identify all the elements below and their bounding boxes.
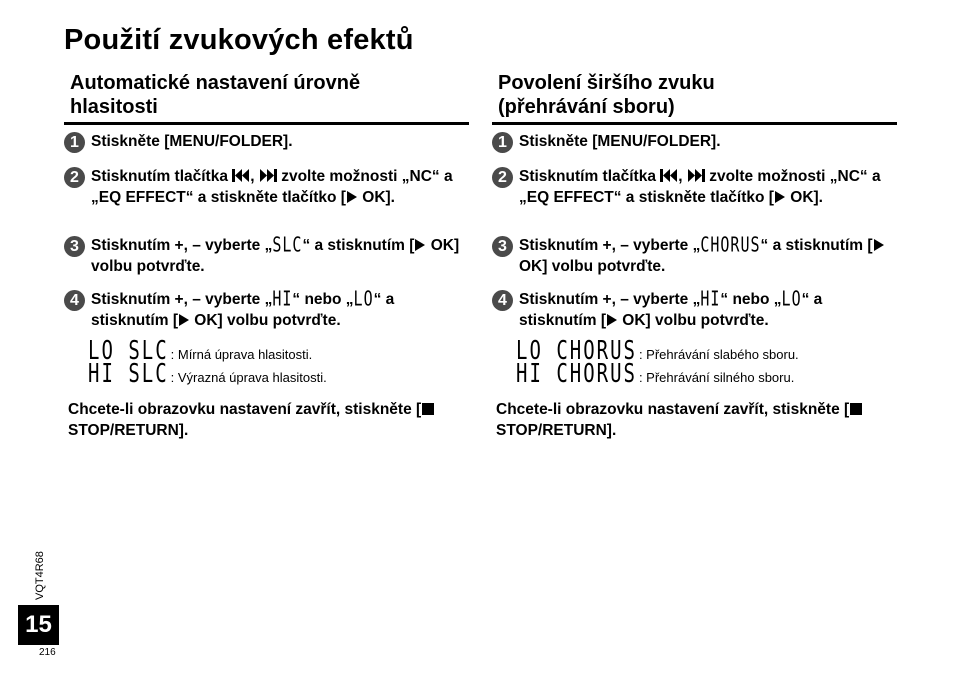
closing-text-part: STOP/RETURN]. <box>496 422 617 439</box>
right-column <box>492 68 897 439</box>
step-number-badge: 1 <box>64 132 85 153</box>
skip-forward-icon <box>259 168 277 183</box>
lcd-display-slc: SLC <box>272 232 303 257</box>
play-triangle-icon <box>774 190 786 204</box>
play-triangle-icon <box>873 238 885 252</box>
step-text-part: “ nebo „ <box>720 291 782 308</box>
right-heading-line2: (přehrávání sboru) <box>498 96 675 118</box>
step-text <box>91 166 469 208</box>
left-heading-line2: hlasitosti <box>70 96 158 118</box>
step-number-badge: 3 <box>492 236 513 257</box>
skip-back-icon <box>660 168 678 183</box>
step-number-badge: 4 <box>492 290 513 311</box>
stop-square-icon <box>849 402 863 416</box>
step-text-part: OK]. <box>357 189 395 206</box>
play-triangle-icon <box>178 313 190 327</box>
step-number-badge: 3 <box>64 236 85 257</box>
legend-description: : Výrazná úprava hlasitosti. <box>170 370 327 385</box>
right-step-4 <box>492 286 897 331</box>
lcd-display-hi: HI <box>700 286 721 311</box>
step-text <box>519 232 897 277</box>
left-step-3 <box>64 232 469 277</box>
left-step-1 <box>64 131 469 152</box>
left-step-2 <box>64 166 469 208</box>
right-step-1 <box>492 131 897 152</box>
step-text-separator: , <box>678 168 687 185</box>
closing-text-part: Chcete-li obrazovku nastavení zavřít, stiskněte [ <box>68 401 422 418</box>
step-text-part: zvolte možnosti „NC“ a „EQ EFFECT“ a stiskněte tlačítko [ <box>519 168 881 206</box>
step-text-part: OK]. <box>785 189 823 206</box>
left-column <box>64 68 469 439</box>
legend-description: : Přehrávání silného sboru. <box>638 370 795 385</box>
step-text-part: OK] volbu potvrďte. <box>189 312 341 329</box>
sub-page-number: 216 <box>39 647 56 658</box>
step-text <box>519 166 897 208</box>
legend-description: : Mírná úprava hlasitosti. <box>170 347 313 362</box>
left-closing-note <box>68 399 468 441</box>
step-text <box>519 286 897 331</box>
step-text-part: Stisknutím +, – vyberte „ <box>91 291 273 308</box>
step-text-part: Stisknutím +, – vyberte „ <box>519 291 701 308</box>
step-number-badge: 2 <box>64 167 85 188</box>
left-heading-line1: Automatické nastavení úrovně <box>70 72 361 94</box>
step-text-part: OK] volbu potvrďte. <box>91 237 460 275</box>
right-heading-line1: Povolení širšího zvuku <box>498 72 715 94</box>
legend-row <box>88 359 468 389</box>
right-legend <box>516 336 896 389</box>
step-number-badge: 1 <box>492 132 513 153</box>
legend-description: : Přehrávání slabého sboru. <box>638 347 799 362</box>
lcd-display-lo: LO <box>781 286 802 311</box>
left-step-4 <box>64 286 469 331</box>
closing-text-part: Chcete-li obrazovku nastavení zavřít, stiskněte [ <box>496 401 850 418</box>
step-text-part: “ a stisknutím [ <box>91 291 395 329</box>
play-triangle-icon <box>606 313 618 327</box>
step-text-part: Stisknutím tlačítka <box>519 168 661 185</box>
step-text: Stiskněte [MENU/FOLDER]. <box>91 133 293 150</box>
step-text <box>91 232 469 277</box>
step-text: Stiskněte [MENU/FOLDER]. <box>519 133 721 150</box>
step-text-part: Stisknutím +, – vyberte „ <box>91 237 273 254</box>
skip-back-icon <box>232 168 250 183</box>
model-code: VQT4R68 <box>34 551 46 600</box>
step-text-part: OK] volbu potvrďte. <box>519 258 666 275</box>
play-triangle-icon <box>346 190 358 204</box>
page-title: Použití zvukových efektů <box>64 24 414 56</box>
right-step-2 <box>492 166 897 208</box>
step-number-badge: 4 <box>64 290 85 311</box>
lcd-display-chorus: CHORUS <box>700 232 761 257</box>
closing-text-part: STOP/RETURN]. <box>68 422 189 439</box>
step-text-part: Stisknutím tlačítka <box>91 168 233 185</box>
right-section-heading <box>492 68 897 125</box>
step-text-part: “ a stisknutím [ <box>302 237 415 254</box>
play-triangle-icon <box>414 238 426 252</box>
legend-row <box>516 359 896 389</box>
step-text-part: Stisknutím +, – vyberte „ <box>519 237 701 254</box>
step-text <box>91 286 469 331</box>
left-section-heading <box>64 68 469 125</box>
page-number: 15 <box>18 605 59 645</box>
lcd-display-lo-chorus: LO CHORUS <box>516 336 637 366</box>
lcd-display-lo-slc: LO SLC <box>88 336 169 366</box>
lcd-display-hi-slc: HI SLC <box>88 359 169 389</box>
skip-forward-icon <box>687 168 705 183</box>
right-step-3 <box>492 232 897 277</box>
step-text-part: OK] volbu potvrďte. <box>617 312 769 329</box>
lcd-display-lo: LO <box>353 286 374 311</box>
step-text-separator: , <box>250 168 259 185</box>
step-text-part: “ a stisknutím [ <box>519 291 823 329</box>
lcd-display-hi-chorus: HI CHORUS <box>516 359 637 389</box>
left-legend <box>88 336 468 389</box>
step-text-part: zvolte možnosti „NC“ a „EQ EFFECT“ a stiskněte tlačítko [ <box>91 168 453 206</box>
step-text-part: “ nebo „ <box>292 291 354 308</box>
step-text-part: “ a stisknutím [ <box>760 237 873 254</box>
right-closing-note <box>496 399 896 441</box>
step-number-badge: 2 <box>492 167 513 188</box>
lcd-display-hi: HI <box>272 286 293 311</box>
stop-square-icon <box>421 402 435 416</box>
